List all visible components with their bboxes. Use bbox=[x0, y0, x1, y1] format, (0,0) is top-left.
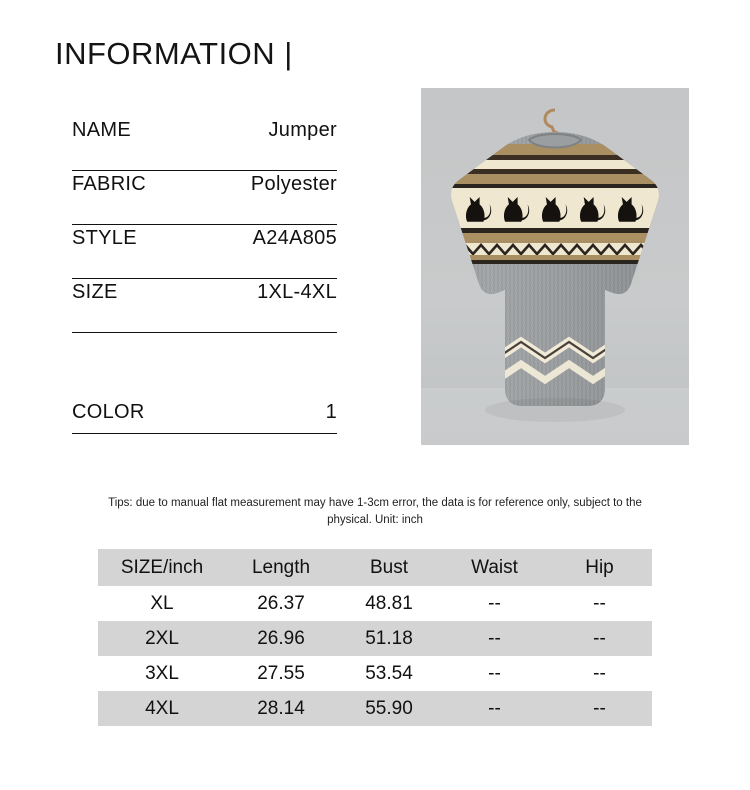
spec-value-color: 1 bbox=[325, 401, 337, 423]
cell-size: XL bbox=[150, 592, 174, 614]
column-header-waist: Waist bbox=[471, 556, 518, 578]
spec-row bbox=[72, 117, 337, 171]
cell-waist: -- bbox=[488, 592, 501, 614]
cell-hip: -- bbox=[593, 662, 606, 684]
cell-bust: 53.54 bbox=[365, 662, 413, 684]
table-row bbox=[98, 691, 652, 726]
table-row bbox=[98, 621, 652, 656]
cell-waist: -- bbox=[488, 697, 501, 719]
cell-hip: -- bbox=[593, 697, 606, 719]
size-chart-table bbox=[98, 549, 652, 726]
cell-size: 3XL bbox=[145, 662, 179, 684]
cell-hip: -- bbox=[593, 592, 606, 614]
cell-length: 27.55 bbox=[257, 662, 305, 684]
table-row bbox=[98, 586, 652, 621]
cell-bust: 51.18 bbox=[365, 627, 413, 649]
spec-value-fabric: Polyester bbox=[250, 173, 337, 195]
cell-length: 28.14 bbox=[257, 697, 305, 719]
cell-size: 4XL bbox=[145, 697, 179, 719]
cell-hip: -- bbox=[593, 627, 606, 649]
cell-waist: -- bbox=[488, 662, 501, 684]
spec-key-style: STYLE bbox=[72, 227, 137, 249]
spec-key-size: SIZE bbox=[72, 281, 118, 303]
spec-list bbox=[72, 117, 337, 434]
spec-value-size: 1XL-4XL bbox=[257, 281, 337, 303]
cell-bust: 48.81 bbox=[365, 592, 413, 614]
measurement-tips: Tips: due to manual flat measurement may have 1-3cm error, the data is for reference only, subject to the physical. Unit: inch bbox=[108, 497, 642, 526]
spec-key-color: COLOR bbox=[72, 401, 145, 423]
column-header-hip: Hip bbox=[585, 556, 614, 578]
cell-size: 2XL bbox=[145, 627, 179, 649]
column-header-length: Length bbox=[251, 556, 311, 578]
cell-waist: -- bbox=[488, 627, 501, 649]
spec-key-name: NAME bbox=[72, 119, 131, 141]
column-header-size: SIZE/inch bbox=[120, 556, 204, 578]
cell-bust: 55.90 bbox=[365, 697, 413, 719]
spec-row bbox=[72, 171, 337, 225]
spec-row bbox=[72, 333, 337, 434]
cell-length: 26.96 bbox=[257, 627, 305, 649]
spec-row bbox=[72, 225, 337, 279]
page-title: INFORMATION | bbox=[55, 36, 293, 71]
product-photo bbox=[421, 88, 689, 445]
spec-value-name: Jumper bbox=[268, 119, 337, 141]
spec-value-style: A24A805 bbox=[252, 227, 337, 249]
table-row bbox=[98, 656, 652, 691]
column-header-bust: Bust bbox=[369, 556, 409, 578]
spec-key-fabric: FABRIC bbox=[72, 173, 147, 195]
table-header-row bbox=[98, 549, 652, 586]
cell-length: 26.37 bbox=[257, 592, 305, 614]
spec-row bbox=[72, 279, 337, 333]
